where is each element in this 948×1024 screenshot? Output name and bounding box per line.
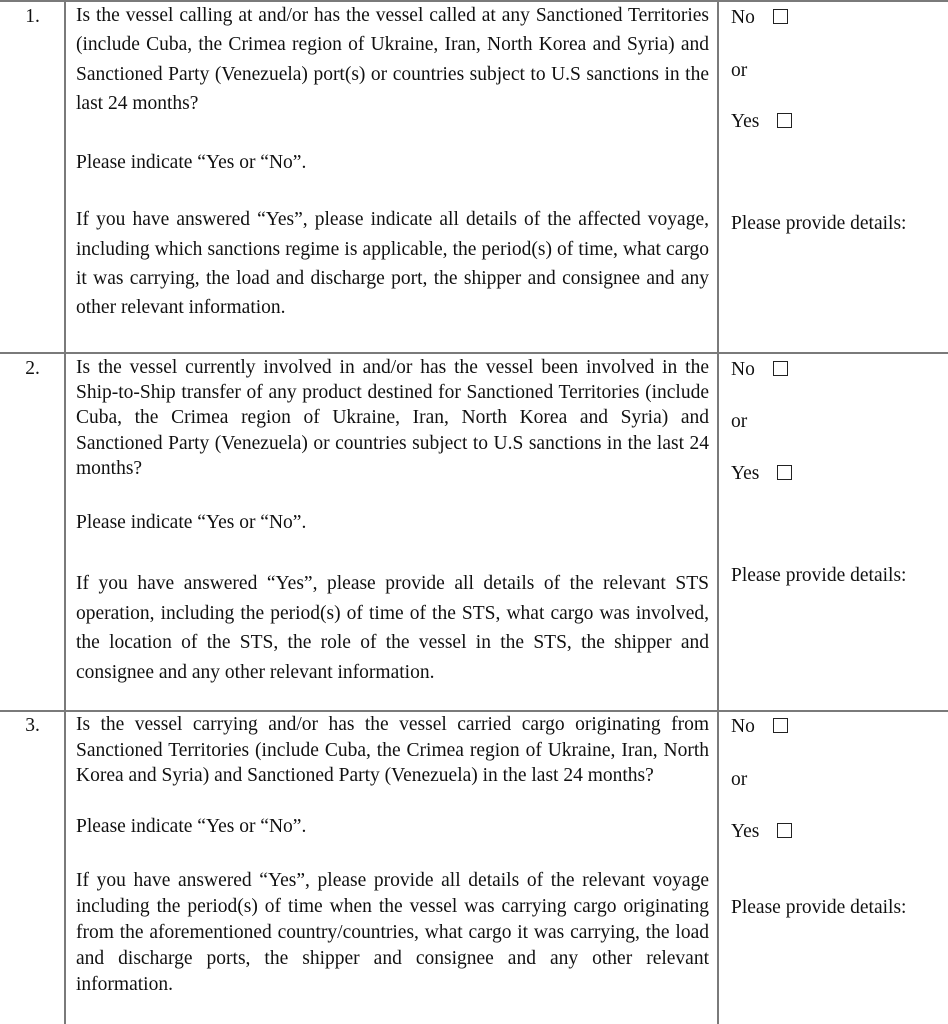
option-no[interactable] [731,358,788,382]
column-divider [717,0,719,1024]
question-text: Is the vessel calling at and/or has the vessel called at any Sanctioned Territories (include Cuba, the Crimea region of Ukraine, Iran, North Korea and Syria) and Sanctioned Party (Venezuela) port(s) or countries subject to U.S sanctions in the last 24 months? [76,5,709,114]
followup-text: If you have answered “Yes”, please provide all details of the relevant STS operation, including the period(s) of time of the STS, what cargo was involved, the location of the STS, the role of the vessel in the STS, the shipper and consignee and any other relevant information. [76,573,709,683]
option-yes[interactable] [731,820,792,844]
question-number: 3. [25,715,40,736]
option-no[interactable] [731,6,788,30]
option-yes[interactable] [731,110,792,134]
checkbox-icon[interactable] [773,9,788,24]
instruction-text: Please indicate “Yes or “No”. [76,512,307,534]
question-number: 2. [25,358,40,379]
details-label: Please provide details: [731,213,907,234]
yes-label: Yes [731,821,760,842]
followup-text: If you have answered “Yes”, please indicate all details of the affected voyage, including which sanctions regime is applicable, the period(s) of time, what cargo it was carrying, the load and discharge port, the shipper and consignee and any other relevant information. [76,209,709,319]
question-cell [76,712,709,998]
question-number: 1. [25,6,40,27]
checkbox-icon[interactable] [777,465,792,480]
row-divider [0,352,948,354]
checkbox-icon[interactable] [777,823,792,838]
or-label: or [731,769,748,790]
no-label: No [731,7,755,28]
instruction-text: Please indicate “Yes or “No”. [76,152,307,174]
question-cell [76,1,709,323]
no-label: No [731,716,755,737]
checkbox-icon[interactable] [773,361,788,376]
question-text: Is the vessel carrying and/or has the vessel carried cargo originating from Sanctioned Territories (include Cuba, the Crimea region of Ukraine, Iran, North Korea and Syria) and Sanctioned Party (Venezuela) in the last 24 months? [76,714,709,786]
question-text: Is the vessel currently involved in and/or has the vessel been involved in the Ship-to-Ship transfer of any product destined for Sanctioned Territories (include Cuba, the Crimea region of Ukraine, Iran, North Korea and Syria) and Sanctioned Party (Venezuela) or countries subject to U.S sanctions in the last 24 months? [76,357,709,479]
yes-label: Yes [731,463,760,484]
question-cell [76,355,709,687]
details-label: Please provide details: [731,897,907,918]
column-divider [64,0,66,1024]
or-label: or [731,60,748,81]
yes-label: Yes [731,111,760,132]
checkbox-icon[interactable] [777,113,792,128]
option-no[interactable] [731,715,788,739]
checkbox-icon[interactable] [773,718,788,733]
details-label: Please provide details: [731,565,907,586]
or-label: or [731,411,748,432]
no-label: No [731,359,755,380]
instruction-text: Please indicate “Yes or “No”. [76,815,307,837]
followup-text: If you have answered “Yes”, please provide all details of the relevant voyage including the period(s) of time when the vessel was carrying cargo originating from the aforementioned country/countries, what cargo it was carrying, the load and discharge ports, the shipper and consignee and any other relevant information. [76,869,709,995]
option-yes[interactable] [731,462,792,486]
